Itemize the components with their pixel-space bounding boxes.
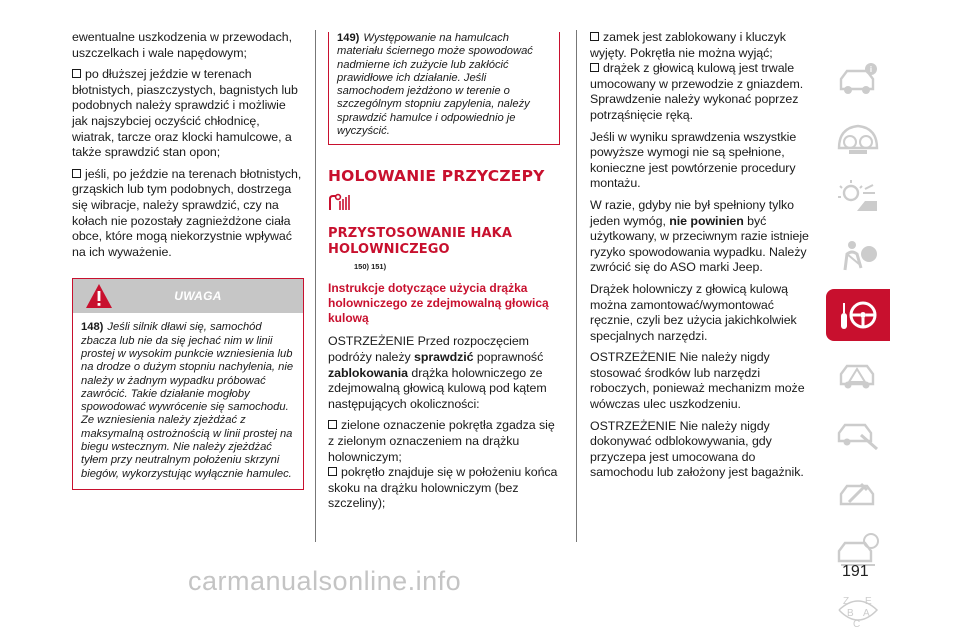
alphabetical-index-icon <box>835 590 881 630</box>
dashboard-gauge-icon <box>835 118 881 158</box>
tab-dashboard[interactable] <box>826 112 890 164</box>
warning-text: 148) Jeśli silnik dławi się, samochód zbacza lub nie da się jechać nim w linii prostej w wysokim punkcie wzniesienia lub na drodze o dużym stopniu nachylenia, nie należy w żadnym wypadku próbować zawrócić. Takie działanie mogłoby spowodować wywrócenie się samochodu. Ze wzniesienia należy zjeżdżać z maksymalną ostrożnością w linii prostej na biegu wstecznym. Nie należy zjeżdżać tyłem przy neutralnym położeniu skrzyni biegów, wykorzystując wyłącznie hamulec. <box>81 321 294 480</box>
svg-text:C: C <box>853 619 861 630</box>
square-bullet-icon <box>72 69 81 78</box>
tab-emergency[interactable] <box>826 348 890 400</box>
tab-index[interactable] <box>826 584 890 636</box>
tab-starting-driving[interactable] <box>826 289 890 341</box>
service-car-icon <box>835 413 881 453</box>
tab-servicing[interactable] <box>826 407 890 459</box>
warning-note-continued: 149) Występowanie na hamulcach materiału ściernego może spowodować nadmierne ich zużycie lub zakłócić prawidłowe ich działanie. Jeśli samochodem jeżdżono w terenie o szczególnym stopniu zapylenia, należy sprawdzić hamulce i odpowiednio je wyczyścić. <box>328 32 560 145</box>
procedure-body <box>328 334 560 512</box>
svg-text:B: B <box>847 608 854 619</box>
wrench-car-icon <box>835 472 881 512</box>
paragraph: ewentualne uszkodzenia w przewodach, uszczelkach i wale napędowym; <box>72 30 292 60</box>
paragraph: W razie, gdyby nie był spełniony tylko jeden wymóg, nie powinien być użytkowany, w przeciwnym razie istnieje ryzyko spowodowania wypadku. Należy zwrócić się do ASO marki Jeep. <box>590 197 809 275</box>
bullet-item: pokrętło znajduje się w położeniu końca skoku na drążku holowniczym (bez szczeliny); <box>328 465 558 511</box>
svg-text:A: A <box>863 608 870 619</box>
procedure-title: Instrukcje dotyczące użycia drążka holowniczego ze zdejmowalną głowicą kulową <box>328 281 549 326</box>
tab-car-info[interactable] <box>826 53 890 105</box>
reference-numbers: 150) 151) <box>354 262 387 272</box>
column-right <box>590 30 814 481</box>
bullet-item: zielone oznaczenie pokrętła zgadza się z zielonym oznaczeniem na drążku holowniczym; <box>328 418 555 464</box>
column-middle <box>328 32 560 512</box>
paragraph: Jeśli w wyniku sprawdzenia wszystkie powyższe wymogi nie są spełnione, konieczne jest powtórzenie procedury montażu. <box>590 129 797 191</box>
column-divider <box>315 30 316 542</box>
lights-icon <box>835 177 881 217</box>
square-bullet-icon <box>328 420 337 429</box>
page-number: 191 <box>842 563 869 580</box>
tab-safety[interactable] <box>826 230 890 282</box>
paragraph: Drążek holowniczy z głowicą kulową można zamontować/wymontować ręcznie, czyli bez użycia jakichkolwiek specjalnych narzędzi. <box>590 281 797 343</box>
key-steering-wheel-icon <box>835 295 881 335</box>
bullet-item: po dłuższej jeździe w terenach błotnistych, piaszczystych, bagnistych lub podobnych należy sprawdzić i możliwie jak najszybciej oczyścić chłodnicę, wiatrak, tarcze oraz klocki hamulcowe, a także sprawdzić stan opon; <box>72 67 298 160</box>
warning-triangle-car-icon <box>835 354 881 394</box>
bullet-item: jeśli, po jeździe na terenach błotnistych, grząskich lub tym podobnych, dostrzega się wibracje, należy sprawdzić, czy na kołach nie pozostały zagnieżdżone ciała obce, które mogą niekorzystnie wpływać na ich wyważenie. <box>72 166 302 259</box>
car-info-icon <box>835 59 881 99</box>
paragraph: OSTRZEŻENIE Nie należy nigdy dokonywać odblokowywania, gdy przyczepa jest umocowana do samochodu lub założony jest bagażnik. <box>590 418 804 480</box>
warning-title: UWAGA <box>174 289 222 304</box>
column-left <box>72 30 304 490</box>
square-bullet-icon <box>590 63 599 72</box>
tab-lights[interactable] <box>826 171 890 223</box>
warning-box <box>72 278 304 490</box>
svg-text:Z: Z <box>843 596 850 607</box>
chapter-sidebar <box>826 53 890 643</box>
bullet-item: zamek jest zablokowany i kluczyk wyjęty. Pokrętła nie można wyjąć; <box>590 30 786 60</box>
column-divider <box>576 30 577 542</box>
tab-maintenance[interactable] <box>826 466 890 518</box>
svg-text:E: E <box>865 596 872 607</box>
square-bullet-icon <box>590 32 599 41</box>
paragraph: OSTRZEŻENIE Nie należy nigdy stosować środków lub narzędzi roboczych, ponieważ mechanizm może wówczas ulec uszkodzeniu. <box>590 350 805 412</box>
subsection-title: PRZYSTOSOWANIE HAKA HOLOWNICZEGO <box>328 226 512 258</box>
seatbelt-airbag-icon <box>835 236 881 276</box>
square-bullet-icon <box>72 169 81 178</box>
bullet-item: drążek z głowicą kulową jest trwale umocowany w przewodzie z gniazdem. Sprawdzenie należy wykonać poprzez potrząśnięcie ręką. <box>590 61 804 122</box>
svg-text:i: i <box>869 65 873 74</box>
paragraph: OSTRZEŻENIE Przed rozpoczęciem podróży należy sprawdzić poprawność zablokowania drążka holowniczego ze zdejmowalną głowicą kulową pod kątem następujących okoliczności: <box>328 334 547 411</box>
tow-hook-icon <box>328 193 352 213</box>
section-title: HOLOWANIE PRZYCZEPY <box>328 167 545 186</box>
square-bullet-icon <box>328 467 337 476</box>
warning-header <box>73 279 303 313</box>
watermark: carmanualsonline.info <box>188 566 462 596</box>
